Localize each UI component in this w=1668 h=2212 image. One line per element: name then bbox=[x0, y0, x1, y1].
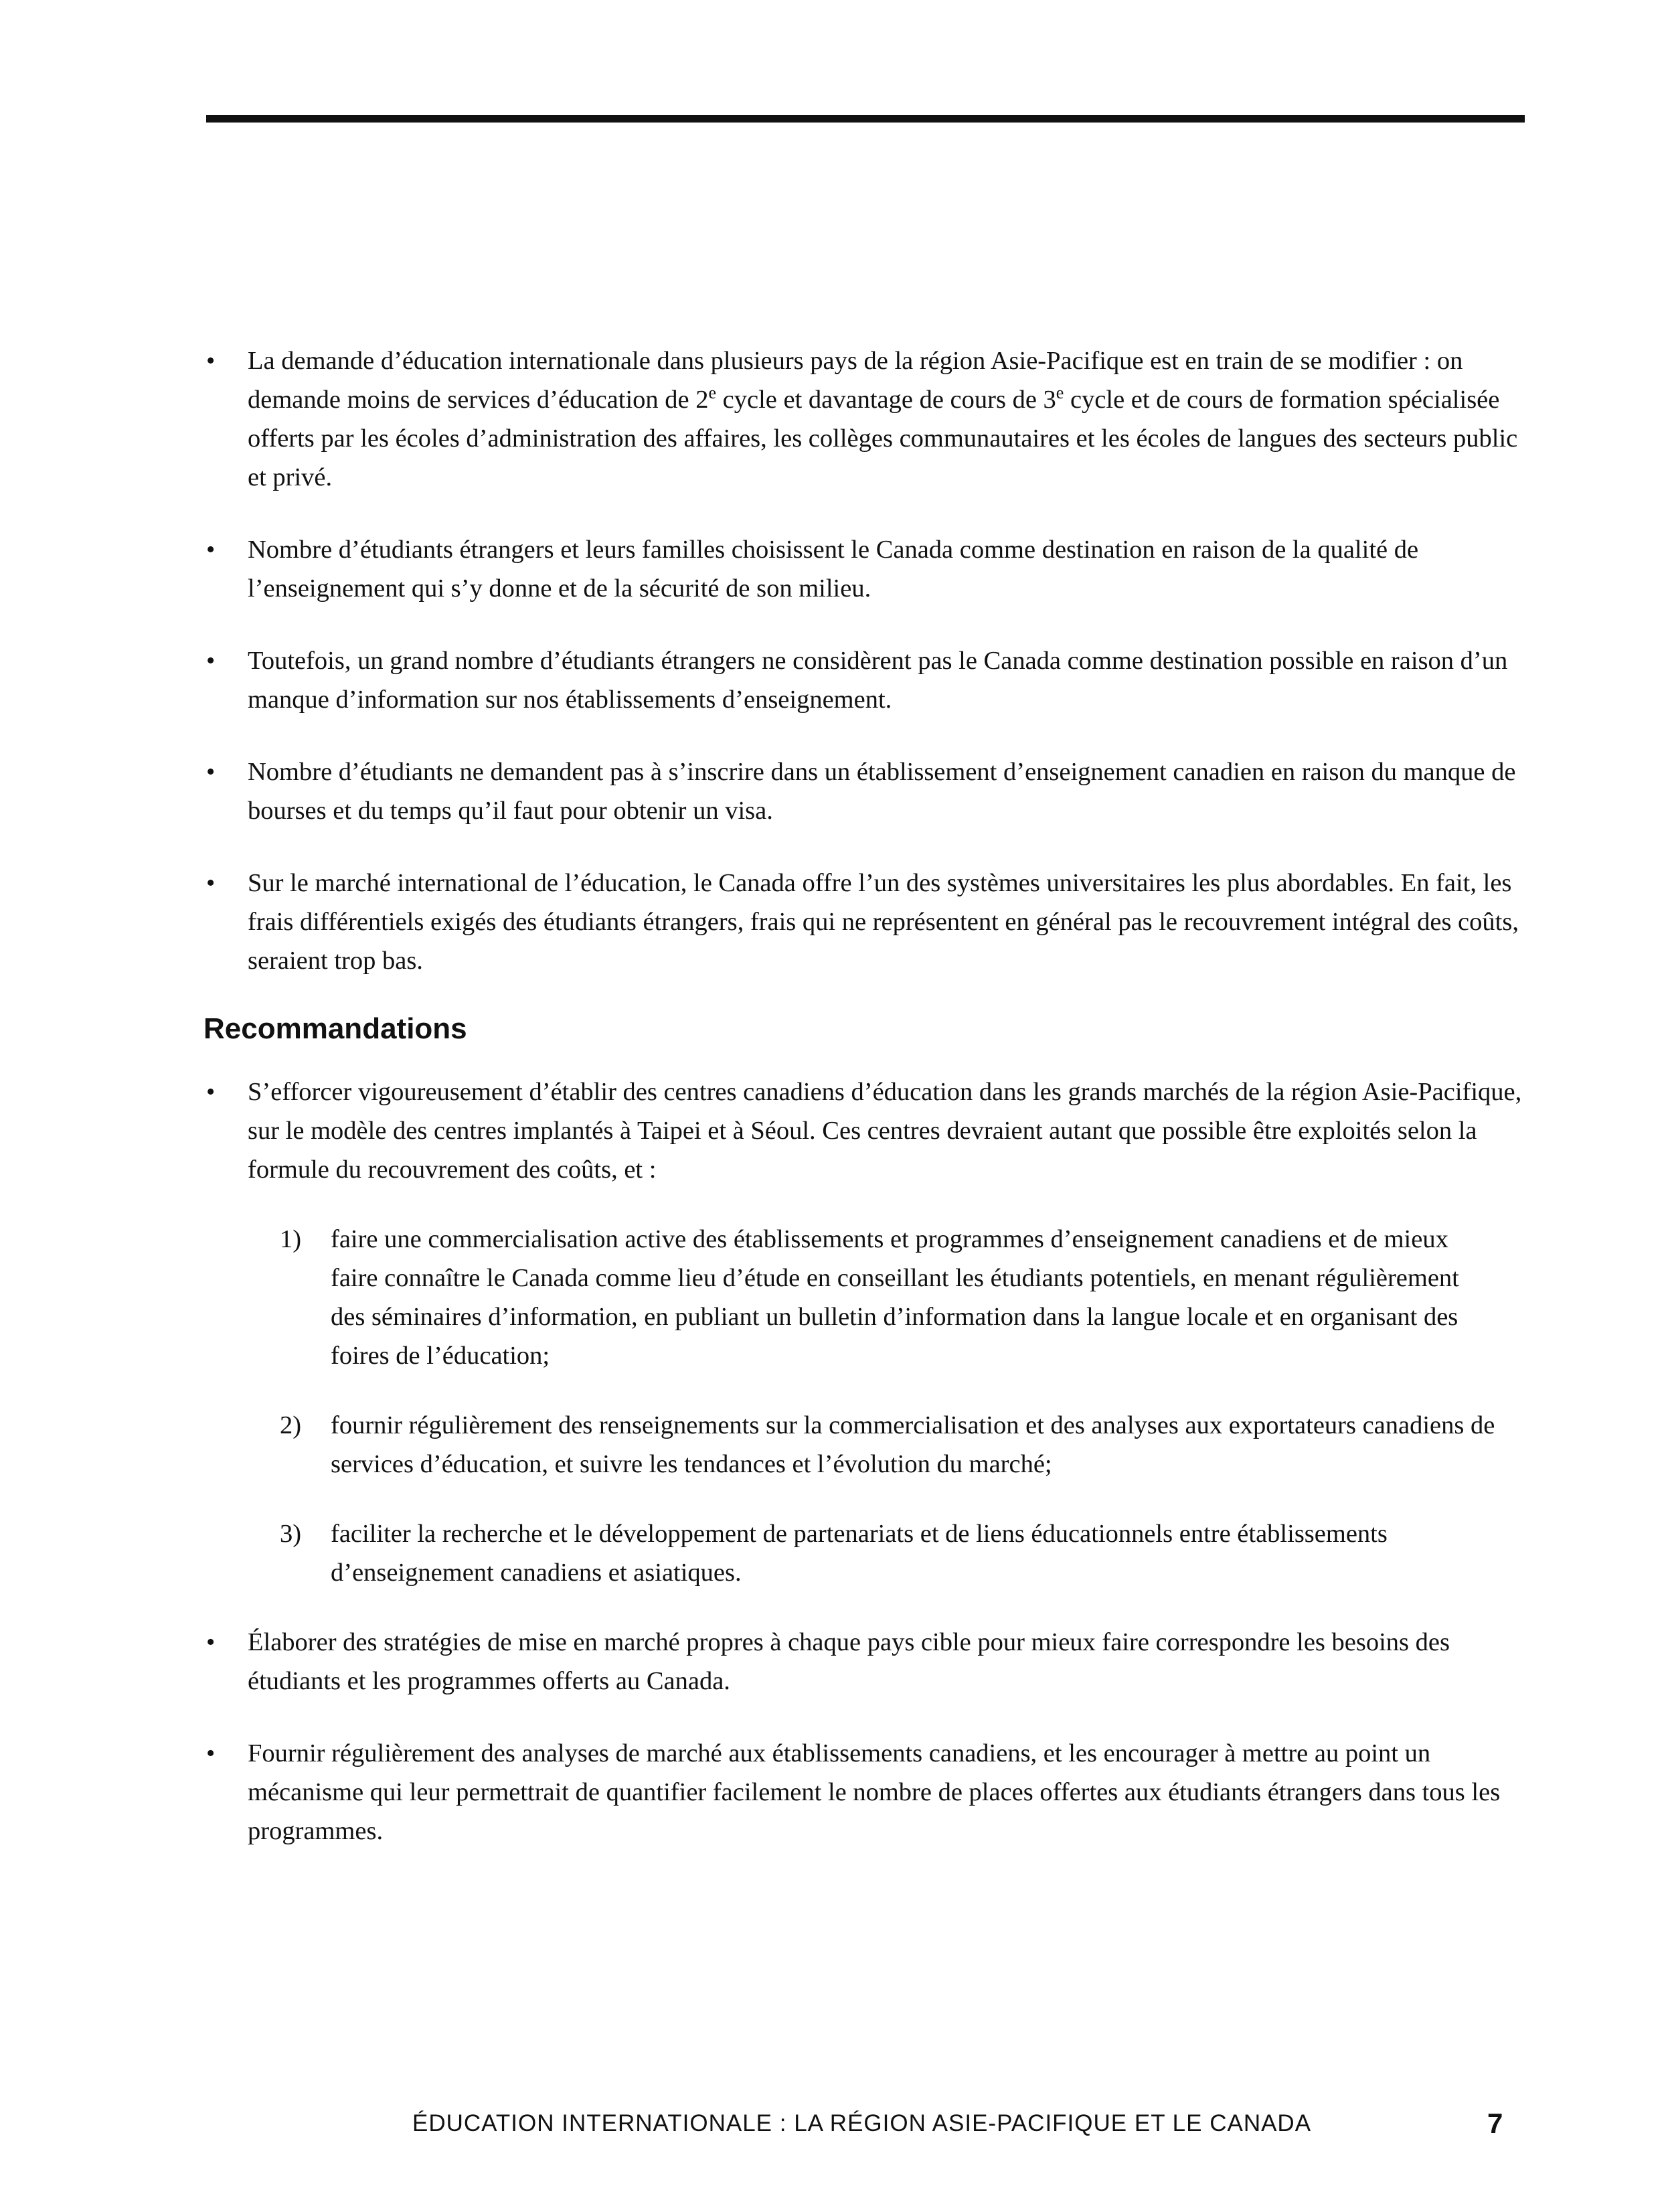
recommendation-item bbox=[206, 1734, 1525, 1850]
page-footer bbox=[0, 2104, 1668, 2144]
finding-item bbox=[206, 641, 1525, 719]
numbered-sub-list bbox=[206, 1220, 1525, 1592]
finding-item bbox=[206, 753, 1525, 830]
bullet-icon: • bbox=[206, 1628, 216, 1656]
bullet-icon: • bbox=[206, 758, 216, 786]
numbered-sub-item bbox=[280, 1514, 1525, 1592]
finding-text-part: La demande d’éducation internationale dans plusieurs pays de la région Asie-Pacifique est en train de se modifier : on demande moins de services d’éducation de 2 bbox=[248, 347, 1463, 414]
numbered-sub-item bbox=[280, 1406, 1525, 1484]
footer-title: ÉDUCATION INTERNATIONALE : LA RÉGION ASIE-PACIFIQUE ET LE CANADA bbox=[412, 2110, 1312, 2136]
recommendation-text: S’efforcer vigoureusement d’établir des centres canadiens d’éducation dans les grands marchés de la région Asie-Pacifique, sur le modèle des centres implantés à Taipei et à Séoul. Ces centres devraient autant que possible être exploités selon la formule du recouvrement des coûts, et : bbox=[248, 1078, 1522, 1184]
bullet-icon: • bbox=[206, 869, 216, 897]
header-rule bbox=[206, 115, 1525, 123]
finding-text: Nombre d’étudiants ne demandent pas à s’inscrire dans un établissement d’enseignement canadien en raison du manque de bourses et du temps qu’il faut pour obtenir un visa. bbox=[248, 758, 1516, 825]
numbered-sub-item bbox=[280, 1220, 1525, 1375]
recommendation-item bbox=[206, 1073, 1525, 1189]
finding-text: Nombre d’étudiants étrangers et leurs familles choisissent le Canada comme destination en raison de la qualité de l’enseignement qui s’y donne et de la sécurité de son milieu. bbox=[248, 536, 1419, 603]
sub-item-text: faciliter la recherche et le développement de partenariats et de liens éducationnels entre établissements d’enseignement canadiens et asiatiques. bbox=[331, 1520, 1388, 1587]
finding-text-part: cycle et davantage de cours de 3 bbox=[716, 386, 1056, 414]
sub-item-text: fournir régulièrement des renseignements sur la commercialisation et des analyses aux exportateurs canadiens de services d’éducation, et suivre les tendances et l’évolution du marché; bbox=[331, 1411, 1495, 1478]
sub-item-text: faire une commercialisation active des établissements et programmes d’enseignement canadiens et de mieux faire connaître le Canada comme lieu d’étude en conseillant les étudiants potentiels, en menant régulièrement des séminaires d’information, en publiant un bulletin d’information dans la langue locale et en organisant des foires de l’éducation; bbox=[331, 1225, 1459, 1370]
bullet-icon: • bbox=[206, 536, 216, 564]
sub-item-number: 3) bbox=[280, 1520, 302, 1548]
recommendation-text: Élaborer des stratégies de mise en marché propres à chaque pays cible pour mieux faire correspondre les besoins des étudiants et les programmes offerts au Canada. bbox=[248, 1628, 1450, 1695]
finding-item bbox=[206, 341, 1525, 497]
page-body bbox=[203, 341, 1525, 1850]
bullet-icon: • bbox=[206, 1078, 216, 1106]
finding-item bbox=[206, 864, 1525, 980]
recommendation-item bbox=[206, 1623, 1525, 1701]
finding-text: Toutefois, un grand nombre d’étudiants étrangers ne considèrent pas le Canada comme destination possible en raison d’un manque d’information sur nos établissements d’enseignement. bbox=[248, 647, 1508, 714]
bullet-icon: • bbox=[206, 1739, 216, 1767]
finding-text: Sur le marché international de l’éducation, le Canada offre l’un des systèmes universitaires les plus abordables. En fait, les frais différentiels exigés des étudiants étrangers, frais qui ne représentent en général pas le recouvrement intégral des coûts, seraient trop bas. bbox=[248, 869, 1519, 975]
bullet-icon: • bbox=[206, 347, 216, 375]
superscript: e bbox=[708, 383, 717, 402]
recommendation-text: Fournir régulièrement des analyses de marché aux établissements canadiens, et les encourager à mettre au point un mécanisme qui leur permettrait de quantifier facilement le nombre de places offertes aux étudiants étrangers dans tous les programmes. bbox=[248, 1739, 1501, 1845]
bullet-icon: • bbox=[206, 647, 216, 675]
sub-item-number: 2) bbox=[280, 1411, 302, 1439]
finding-item bbox=[206, 530, 1525, 608]
sub-item-number: 1) bbox=[280, 1225, 302, 1253]
recommendations-heading: Recommandations bbox=[203, 1012, 467, 1045]
page-number: 7 bbox=[1487, 2108, 1503, 2139]
finding-text bbox=[248, 341, 1525, 497]
finding-text-part: cycle et de cours de formation spécialisée offerts par les écoles d’administration des affaires, les collèges communautaires et les écoles de langues des secteurs public et privé. bbox=[248, 386, 1518, 491]
superscript: e bbox=[1056, 383, 1064, 402]
